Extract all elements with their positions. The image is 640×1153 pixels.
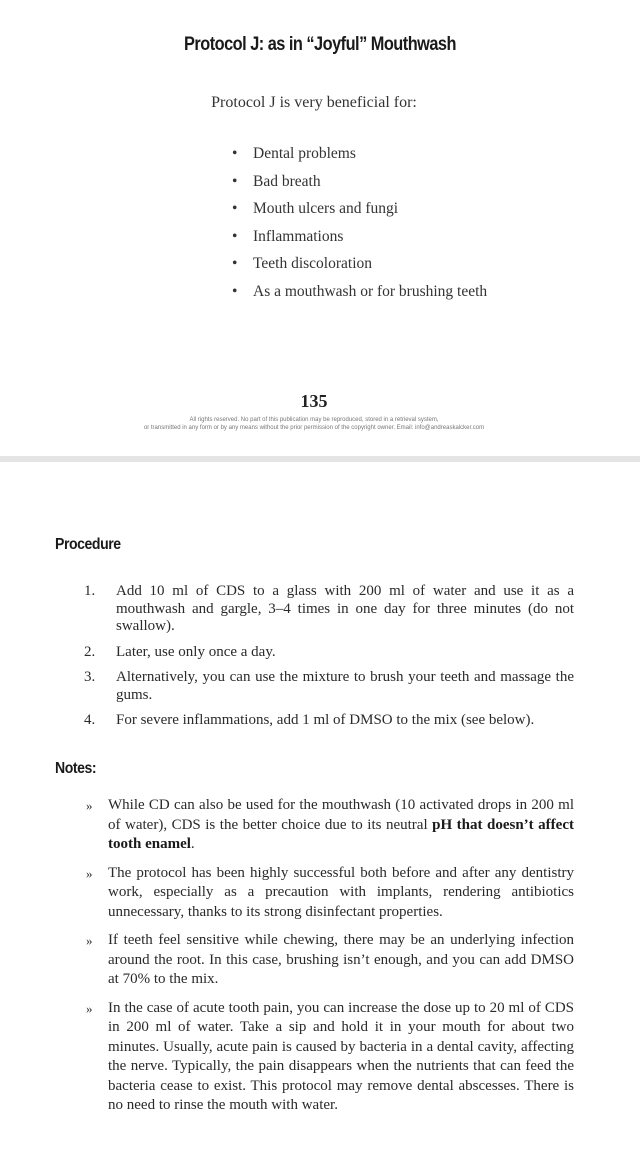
notes-list bbox=[86, 796, 574, 1125]
list-item bbox=[232, 142, 487, 170]
procedure-step bbox=[84, 644, 574, 662]
page-title: Protocol J: as in “Joyful” Mouthwash bbox=[184, 34, 456, 55]
note-item bbox=[86, 931, 574, 990]
step-number: 3. bbox=[84, 669, 96, 685]
copyright-line: All rights reserved. No part of this publication may be reproduced, stored in a retrieval system, bbox=[189, 417, 439, 423]
note-text: If teeth feel sensitive while chewing, there may be an underlying infection around the root. In this case, brushing isn’t enough, and you can add DMSO at 70% to the mix. bbox=[108, 932, 574, 987]
bullet-icon: • bbox=[232, 227, 238, 245]
note-text-end: . bbox=[190, 836, 195, 852]
note-text: While CD can also be used for the mouthwash (10 activated drops in 200 ml of water), CDS is the better choice due to its neutral bbox=[108, 797, 574, 833]
procedure-step bbox=[84, 583, 574, 636]
note-item bbox=[86, 999, 574, 1116]
benefit-label: Bad breath bbox=[253, 172, 321, 190]
step-number: 4. bbox=[84, 712, 96, 728]
step-number: 2. bbox=[84, 643, 96, 660]
bullet-icon: • bbox=[232, 172, 238, 190]
bullet-icon: • bbox=[232, 255, 238, 273]
copyright-notice bbox=[0, 416, 628, 432]
notes-heading: Notes: bbox=[55, 760, 97, 777]
copyright-line: or transmitted in any form or by any means without the prior permission of the copyright owner. Email: info@andreaskalcker.com bbox=[143, 425, 485, 431]
note-item bbox=[86, 796, 574, 855]
intro-text: Protocol J is very beneficial for: bbox=[211, 94, 417, 111]
benefit-label: Dental problems bbox=[253, 145, 356, 162]
guillemet-icon: » bbox=[86, 865, 93, 881]
procedure-heading: Procedure bbox=[55, 536, 121, 553]
bullet-icon: • bbox=[232, 145, 238, 162]
page-number: 135 bbox=[300, 391, 328, 411]
procedure-steps bbox=[84, 583, 574, 738]
benefit-label: Inflammations bbox=[253, 227, 344, 245]
step-text: For severe inflammations, add 1 ml of DMSO to the mix (see below). bbox=[116, 712, 535, 728]
list-item bbox=[232, 225, 487, 253]
list-item bbox=[232, 252, 487, 280]
procedure-step bbox=[84, 669, 574, 704]
note-text: The protocol has been highly successful both before and after any dentistry work, especially as a precaution with implants, rendering antibiotics unnecessary, thanks to its strong disinfectant properties. bbox=[108, 864, 574, 920]
note-emphasis: pH that doesn’t affect tooth enamel bbox=[108, 816, 574, 852]
bullet-icon: • bbox=[232, 282, 238, 300]
guillemet-icon: » bbox=[86, 933, 93, 948]
benefit-label: Teeth discoloration bbox=[253, 255, 373, 273]
guillemet-icon: » bbox=[86, 798, 93, 813]
bullet-icon: • bbox=[232, 200, 238, 218]
benefits-list bbox=[232, 142, 487, 308]
list-item bbox=[232, 197, 487, 225]
step-text: Alternatively, you can use the mixture to brush your teeth and massage the gums. bbox=[116, 669, 574, 703]
page-divider bbox=[0, 456, 640, 462]
step-text: Add 10 ml of CDS to a glass with 200 ml of water and use it as a mouthwash and gargle, 3–4 times in one day for three minutes (do not swallow). bbox=[116, 583, 574, 634]
list-item bbox=[232, 170, 487, 198]
note-item bbox=[86, 864, 574, 923]
benefit-label: Mouth ulcers and fungi bbox=[253, 200, 399, 218]
note-text: In the case of acute tooth pain, you can increase the dose up to 20 ml of CDS in 200 ml of water. Take a sip and hold it in your mouth for about two minutes. Usually, acute pain is caused by bacteria in a dental cavity, affecting the nerve. Typically, the pain disappears when the nutrients that can feed the bacteria cease to exist. This protocol may remove dental abscesses. There is no need to rinse the mouth with water. bbox=[108, 999, 574, 1113]
step-text: Later, use only once a day. bbox=[116, 643, 276, 660]
benefit-label: As a mouthwash or for brushing teeth bbox=[253, 282, 488, 300]
page-135 bbox=[0, 0, 640, 456]
procedure-step bbox=[84, 712, 574, 730]
list-item bbox=[232, 280, 487, 308]
step-number: 1. bbox=[84, 583, 96, 599]
guillemet-icon: » bbox=[86, 1000, 93, 1016]
